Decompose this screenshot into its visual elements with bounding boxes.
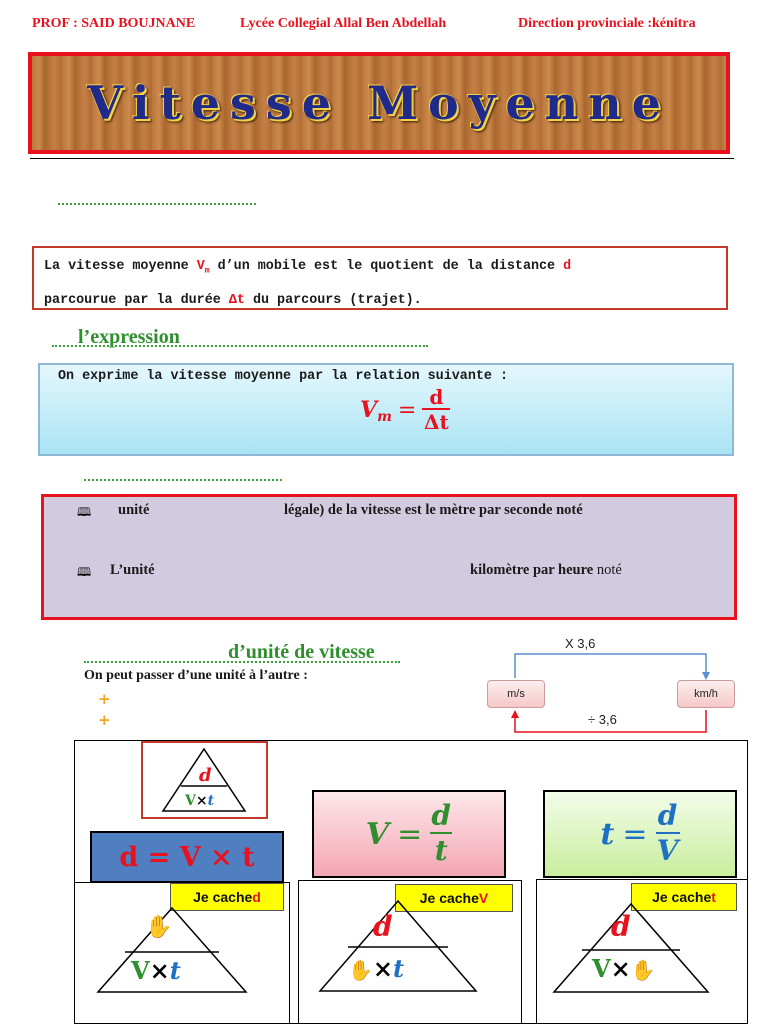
banner-title: Vitesse Moyenne (87, 76, 671, 130)
t-formula-box: t = d V (543, 790, 737, 878)
header-school: Lycée Collegial Allal Ben Abdellah (240, 16, 447, 31)
title-banner (28, 52, 730, 154)
divide-label: ÷ 3,6 (588, 712, 617, 727)
hide-v-label: Je cache V (395, 884, 513, 912)
hand-icon: ✋ (630, 958, 656, 982)
unit-ms-box: m/s (487, 680, 545, 708)
unit-line-1-b: légale) de la vitesse est le mètre par seconde noté (284, 502, 583, 518)
hide-t-label: Je cache t (631, 883, 737, 911)
section-underline (58, 203, 256, 205)
triangle-d: d (611, 910, 631, 943)
vm-symbol: $V_m$ (196, 259, 210, 276)
conversion-underline (84, 661, 400, 663)
multiply-label: X 3,6 (565, 636, 596, 651)
header-author: PROF : SAID BOUJNANE (32, 16, 196, 31)
arrow-head-bottom (511, 710, 519, 718)
reference-triangle-box (141, 741, 268, 819)
duration-symbol: Δt (228, 292, 245, 308)
definition-box (32, 246, 728, 310)
units-underline (84, 479, 282, 481)
definition-line-1: La vitesse moyenne $V_m$ d’un mobile est le quotient de la distance d (44, 259, 572, 276)
triangle-bottom: V×t (185, 793, 215, 809)
unit-line-1-a: unité (118, 502, 150, 518)
v-formula-box: V = d t (312, 790, 506, 878)
definition-line-2: parcourue par la durée Δt du parcours (trajet). (44, 292, 422, 308)
distance-symbol: d (563, 259, 572, 274)
header-direction: Direction provinciale :kénitra (518, 16, 696, 31)
hand-icon: ✋ (348, 958, 373, 982)
expression-text: On exprime la vitesse moyenne par la relation suivante : (58, 369, 508, 384)
bullet-icon: + (98, 690, 111, 708)
triangle-bottom: V×t (131, 956, 181, 985)
unit-line-2-a: L’unité (110, 562, 155, 578)
triangle-bottom: ✋×t (348, 954, 405, 983)
book-icon: 🕮 (77, 565, 92, 579)
book-icon: 🕮 (77, 505, 92, 519)
expression-underline (52, 345, 428, 347)
conversion-heading: d’unité de vitesse (228, 641, 375, 663)
hide-d-label: Je cache d (170, 883, 284, 911)
bullet-icon: + (98, 711, 111, 729)
triangle-bottom: V×✋ (592, 954, 656, 983)
unit-line-2-b: kilomètre par heure noté (470, 562, 622, 578)
arrow-top (515, 654, 706, 678)
arrow-head-top (702, 672, 710, 680)
vm-fraction: d Δt (423, 385, 449, 434)
d-formula-box: d = V × t (90, 831, 284, 883)
vm-formula: V m = d Δt (360, 385, 449, 434)
triangle-d: d (199, 765, 212, 786)
unit-kmh-box: km/h (677, 680, 735, 708)
triangle-d: d (373, 910, 393, 943)
header-rule (30, 158, 734, 159)
conversion-intro: On peut passer d’une unité à l’autre : (84, 668, 308, 683)
expression-heading: l’expression (78, 326, 180, 348)
hand-icon: ✋ (145, 915, 173, 940)
